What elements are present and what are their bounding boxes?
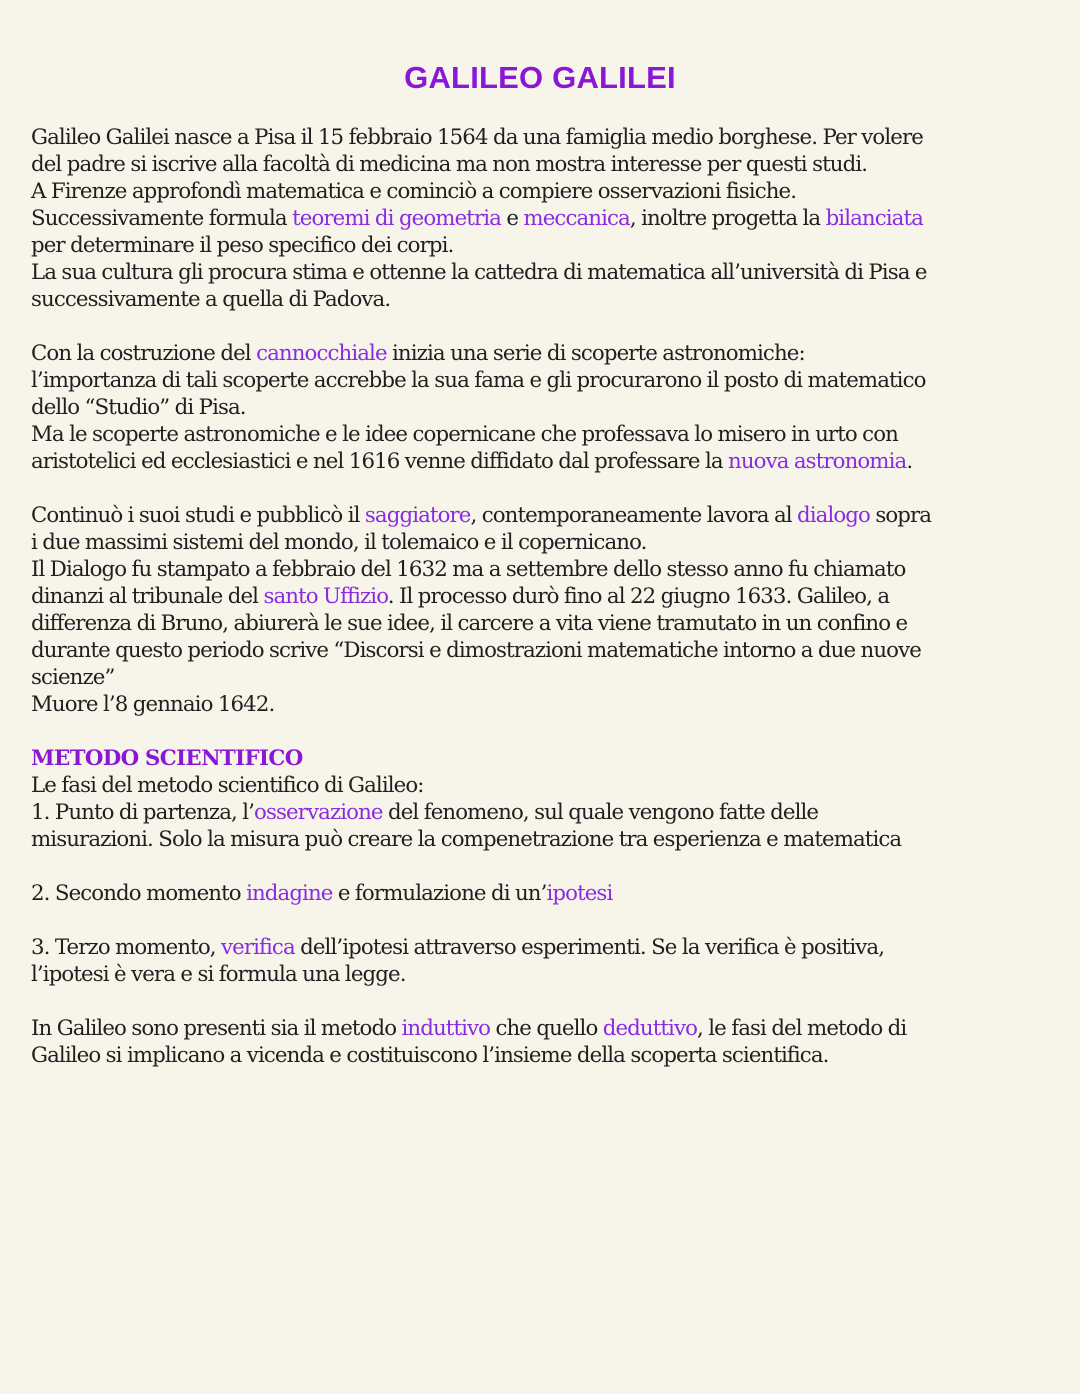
- text-segment: Le fasi del metodo scientifico di Galileo:: [31, 773, 424, 798]
- highlighted-term: meccanica: [523, 206, 630, 231]
- text-line: [31, 232, 1061, 259]
- text-line: [31, 772, 1061, 799]
- text-segment: sopra: [869, 503, 932, 528]
- text-segment: aristotelici ed ecclesiastici e nel 1616 venne diffidato dal professare la: [31, 449, 729, 474]
- text-segment: A Firenze approfondì matematica e cominciò a compiere osservazioni fisiche.: [31, 179, 797, 204]
- text-segment: per determinare il peso specifico dei corpi.: [31, 233, 454, 258]
- highlighted-term: verifica: [221, 935, 295, 960]
- blank-line: [31, 988, 1061, 1015]
- section-heading: [31, 745, 1061, 772]
- text-segment: 2. Secondo momento: [31, 881, 247, 906]
- text-line: [31, 448, 1061, 475]
- text-segment: Continuò i suoi studi e pubblicò il: [31, 503, 365, 528]
- text-line: [31, 394, 1061, 421]
- highlighted-term: nuova astronomia: [728, 449, 907, 474]
- text-line: [31, 556, 1061, 583]
- highlighted-term: santo Uffizio: [263, 584, 388, 609]
- text-segment: Ma le scoperte astronomiche e le idee copernicane che professava lo misero in urto con: [31, 422, 898, 447]
- text-segment: scienze”: [31, 665, 115, 690]
- text-segment: , inoltre progetta la: [629, 206, 826, 231]
- text-line: [31, 826, 1061, 853]
- text-segment: successivamente a quella di Padova.: [31, 287, 391, 312]
- text-segment: , contemporaneamente lavora al: [470, 503, 798, 528]
- text-segment: dello “Studio” di Pisa.: [31, 395, 246, 420]
- highlighted-term: deduttivo: [602, 1016, 698, 1041]
- blank-line: [31, 475, 1061, 502]
- text-line: [31, 286, 1061, 313]
- highlighted-term: dialogo: [797, 503, 870, 528]
- text-line: [31, 961, 1061, 988]
- highlighted-term: osservazione: [254, 800, 383, 825]
- text-line: [31, 880, 1061, 907]
- highlighted-term: teoremi di geometria: [292, 206, 501, 231]
- text-segment: dell’ipotesi attraverso esperimenti. Se la verifica è positiva,: [294, 935, 885, 960]
- text-line: [31, 259, 1061, 286]
- text-line: [31, 637, 1061, 664]
- highlighted-term: bilanciata: [825, 206, 923, 231]
- text-line: [31, 178, 1061, 205]
- text-segment: Con la costruzione del: [31, 341, 257, 366]
- text-segment: l’importanza di tali scoperte accrebbe la sua fama e gli procurarono il posto di matematico: [31, 368, 926, 393]
- blank-line: [31, 853, 1061, 880]
- text-segment: l’ipotesi è vera e si formula una legge.: [31, 962, 406, 987]
- highlighted-term: indagine: [246, 881, 333, 906]
- text-segment: del fenomeno, sul quale vengono fatte delle: [382, 800, 819, 825]
- text-line: [31, 205, 1061, 232]
- text-segment: . Il processo durò fino al 22 giugno 1633. Galileo, a: [387, 584, 890, 609]
- text-segment: Galileo si implicano a vicenda e costituiscono l’insieme della scoperta scientifica.: [31, 1043, 829, 1068]
- text-segment: Galileo Galilei nasce a Pisa il 15 febbraio 1564 da una famiglia medio borghese. Per volere: [31, 125, 923, 150]
- text-line: [31, 367, 1061, 394]
- text-line: [31, 691, 1061, 718]
- highlighted-term: saggiatore: [364, 503, 471, 528]
- text-line: [31, 1042, 1061, 1069]
- page-title: GALILEO GALILEI: [404, 60, 676, 95]
- text-segment: del padre si iscrive alla facoltà di medicina ma non mostra interesse per questi studi.: [31, 152, 868, 177]
- text-segment: , le fasi del metodo di: [697, 1016, 907, 1041]
- text-segment: In Galileo sono presenti sia il metodo: [31, 1016, 402, 1041]
- highlighted-term: induttivo: [401, 1016, 491, 1041]
- text-segment: i due massimi sistemi del mondo, il tolemaico e il copernicano.: [31, 530, 647, 555]
- text-segment: durante questo periodo scrive “Discorsi e dimostrazioni matematiche intorno a due nuove: [31, 638, 921, 663]
- text-segment: inizia una serie di scoperte astronomiche:: [386, 341, 805, 366]
- blank-line: [31, 718, 1061, 745]
- text-line: [31, 124, 1061, 151]
- blank-line: [31, 313, 1061, 340]
- text-line: [31, 934, 1061, 961]
- text-line: [31, 502, 1061, 529]
- text-line: [31, 610, 1061, 637]
- text-line: [31, 583, 1061, 610]
- text-segment: La sua cultura gli procura stima e ottenne la cattedra di matematica all’università di Pisa e: [31, 260, 927, 285]
- text-segment: misurazioni. Solo la misura può creare la compenetrazione tra esperienza e matematica: [31, 827, 902, 852]
- text-segment: differenza di Bruno, abiurerà le sue idee, il carcere a vita viene tramutato in un confino e: [31, 611, 908, 636]
- text-segment: e: [500, 206, 524, 231]
- text-segment: Muore l’8 gennaio 1642.: [31, 692, 275, 717]
- text-segment: 3. Terzo momento,: [31, 935, 221, 960]
- text-line: [31, 529, 1061, 556]
- text-segment: che quello: [490, 1016, 603, 1041]
- text-segment: 1. Punto di partenza, l’: [31, 800, 255, 825]
- text-line: [31, 799, 1061, 826]
- text-segment: Il Dialogo fu stampato a febbraio del 1632 ma a settembre dello stesso anno fu chiamato: [31, 557, 906, 582]
- section-title: METODO SCIENTIFICO: [31, 746, 303, 771]
- blank-line: [31, 907, 1061, 934]
- text-segment: Successivamente formula: [31, 206, 293, 231]
- document-body: [31, 124, 1061, 1069]
- highlighted-term: ipotesi: [546, 881, 613, 906]
- text-line: [31, 421, 1061, 448]
- text-line: [31, 664, 1061, 691]
- text-segment: dinanzi al tribunale del: [31, 584, 264, 609]
- text-segment: e formulazione di un’: [332, 881, 547, 906]
- text-line: [31, 1015, 1061, 1042]
- highlighted-term: cannocchiale: [256, 341, 387, 366]
- text-segment: .: [906, 449, 913, 474]
- text-line: [31, 340, 1061, 367]
- text-line: [31, 151, 1061, 178]
